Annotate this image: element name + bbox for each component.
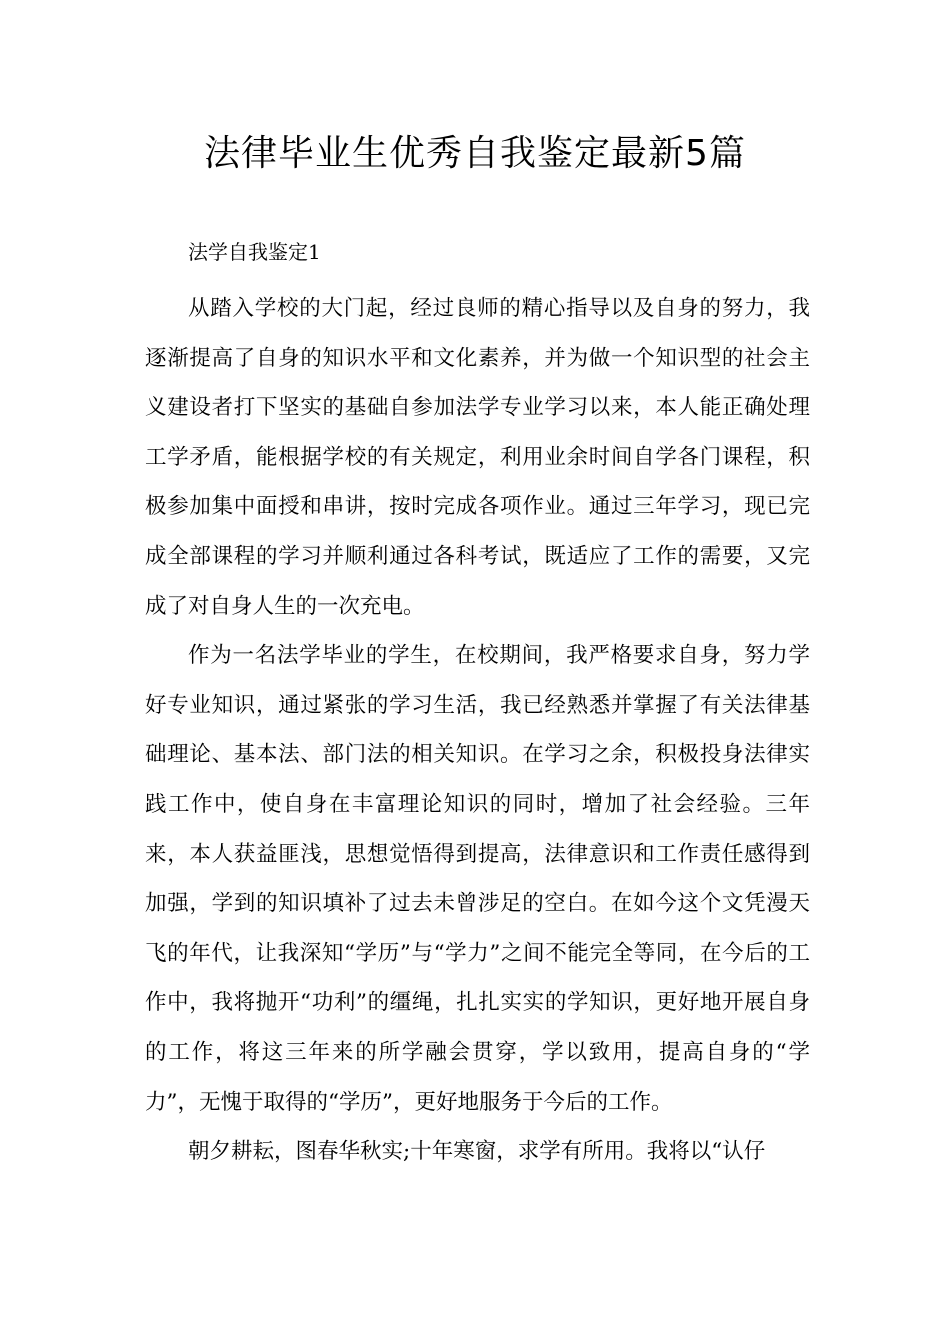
document-body bbox=[145, 235, 810, 1177]
paragraph-2: 作为一名法学毕业的学生，在校期间，我严格要求自身，努力学好专业知识，通过紧张的学习生活，我已经熟悉并掌握了有关法律基础理论、基本法、部门法的相关知识。在学习之余，积极投身法律实践工作中，使自身在丰富理论知识的同时，增加了社会经验。三年来，本人获益匪浅，思想觉悟得到提高，法律意识和工作责任感得到加强，学到的知识填补了过去未曾涉足的空白。在如今这个文凭漫天飞的年代，让我深知“学历”与“学力”之间不能完全等同，在今后的工作中，我将抛开“功利”的缰绳，扎扎实实的学知识，更好地开展自身的工作，将这三年来的所学融会贯穿，学以致用，提高自身的“学力”，无愧于取得的“学历”，更好地服务于今后的工作。 bbox=[145, 643, 810, 1115]
document-title: 法律毕业生优秀自我鉴定最新5篇 bbox=[204, 133, 746, 174]
paragraph-1: 从踏入学校的大门起，经过良师的精心指导以及自身的努力，我逐渐提高了自身的知识水平和文化素养，并为做一个知识型的社会主义建设者打下坚实的基础自参加法学专业学习以来，本人能正确处理工学矛盾，能根据学校的有关规定，利用业余时间自学各门课程，积极参加集中面授和串讲，按时完成各项作业。通过三年学习，现已完成全部课程的学习并顺利通过各科考试，既适应了工作的需要，又完成了对自身人生的一次充电。 bbox=[145, 296, 810, 619]
paragraph-3: 朝夕耕耘，图春华秋实;十年寒窗，求学有所用。我将以“认仔 bbox=[188, 1139, 766, 1165]
section-heading: 法学自我鉴定1 bbox=[188, 240, 321, 264]
